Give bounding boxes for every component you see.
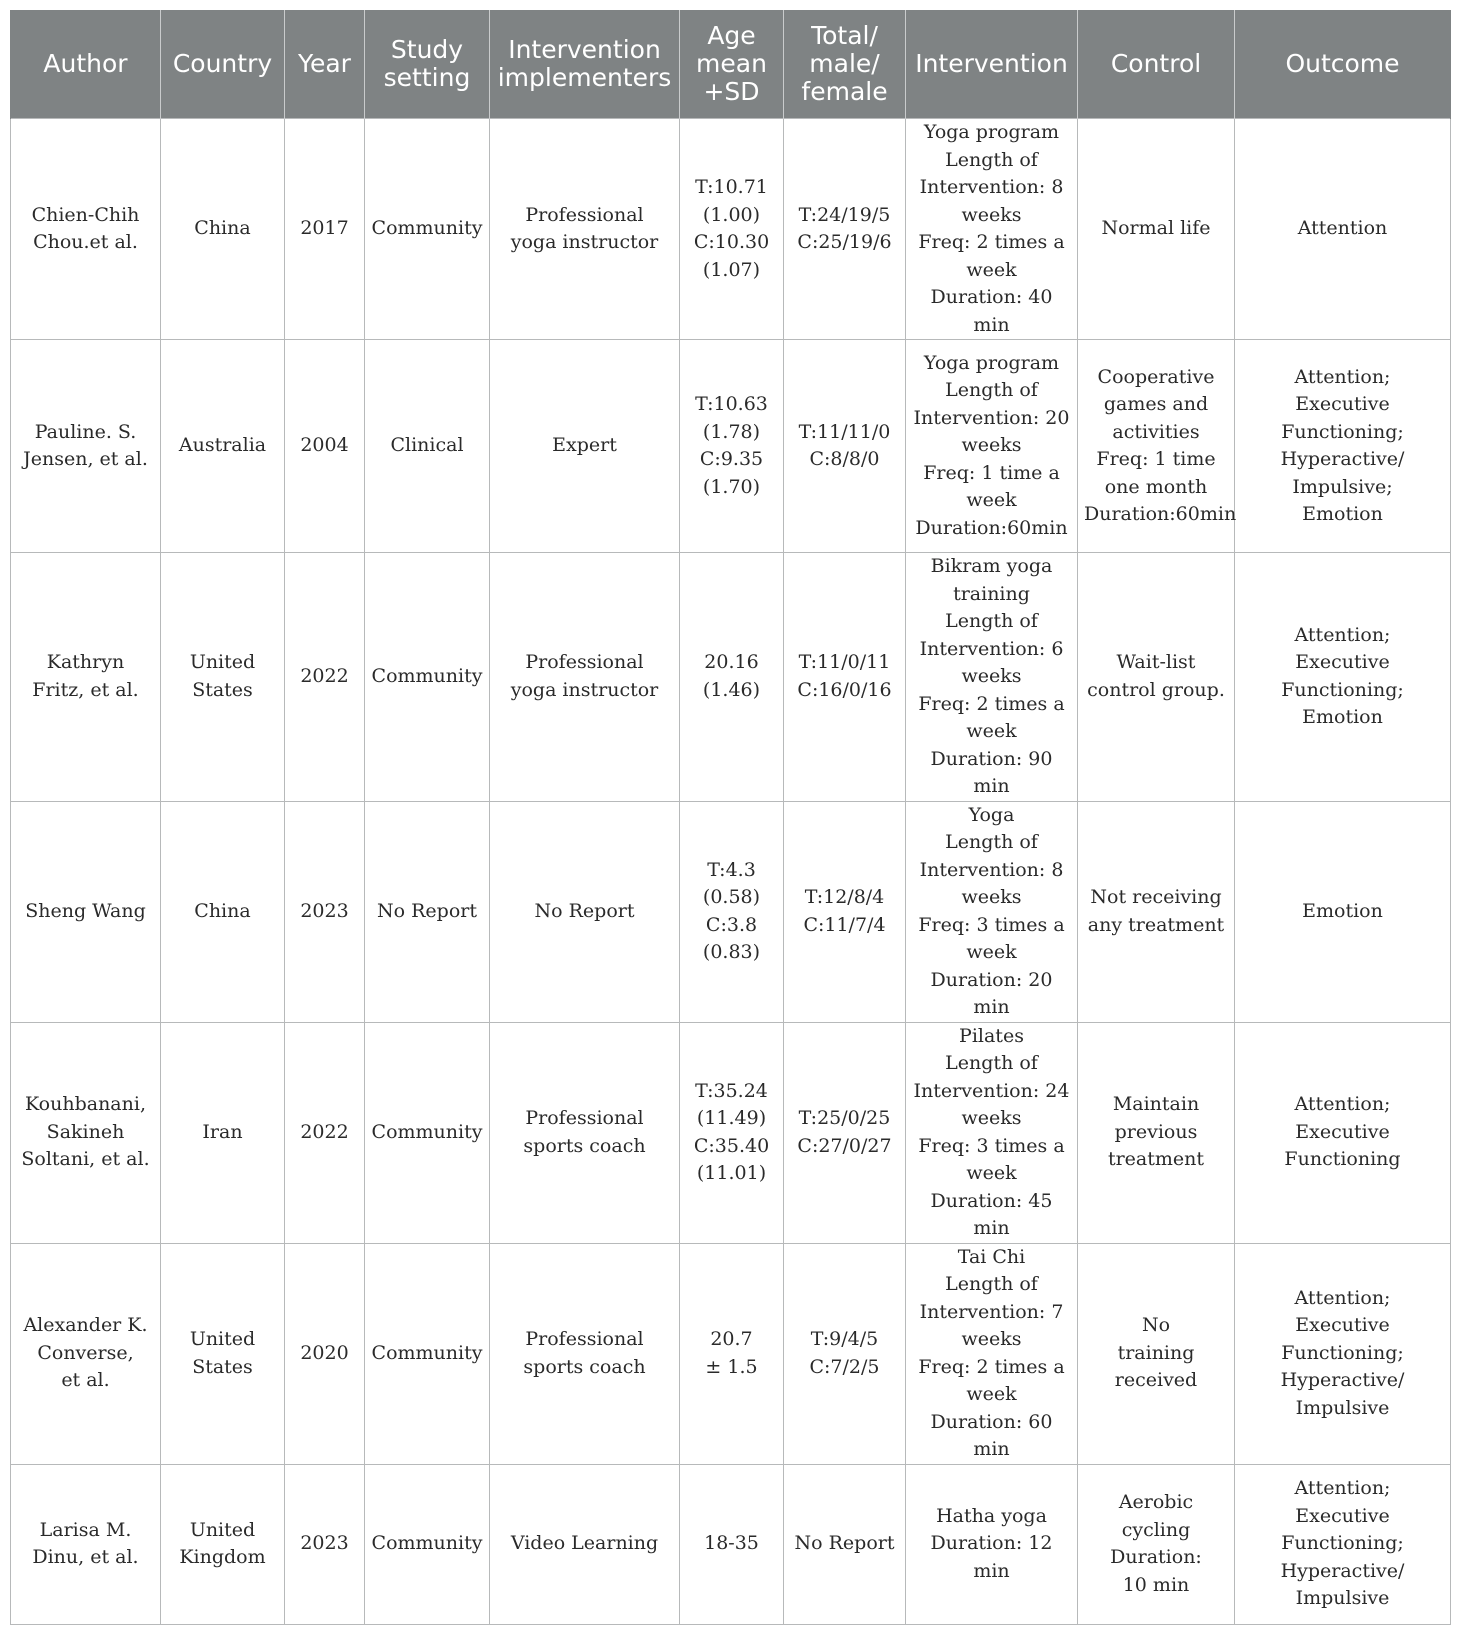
table-row [11,1022,1451,1243]
table-row [11,340,1451,553]
cell-year: 2022 [285,1022,365,1243]
cell-outcome: Emotion [1235,801,1451,1022]
cell-implementers: Professional sports coach [490,1022,680,1243]
cell-age: 20.16 (1.46) [680,553,784,802]
header-intervention-implementers: Intervention implementers [490,10,680,119]
cell-year: 2004 [285,340,365,553]
cell-intervention: Bikram yoga training Length of Intervention: 6 weeks Freq: 2 times a week Duration: 90 min [906,553,1078,802]
cell-age: T:35.24 (11.49) C:35.40 (11.01) [680,1022,784,1243]
cell-total: No Report [784,1464,906,1624]
cell-country: China [161,119,285,340]
header-control: Control [1078,10,1235,119]
cell-intervention: Yoga Length of Intervention: 8 weeks Freq: 3 times a week Duration: 20 min [906,801,1078,1022]
studies-table [10,10,1451,1625]
cell-setting: Community [365,553,490,802]
cell-total: T:11/11/0 C:8/8/0 [784,340,906,553]
cell-country: China [161,801,285,1022]
cell-author: Kouhbanani, Sakineh Soltani, et al. [11,1022,161,1243]
cell-implementers: Professional yoga instructor [490,119,680,340]
cell-country: United States [161,1243,285,1464]
cell-implementers: Professional sports coach [490,1243,680,1464]
cell-setting: Community [365,1464,490,1624]
cell-country: Australia [161,340,285,553]
table-row [11,553,1451,802]
cell-age: 18-35 [680,1464,784,1624]
cell-implementers: Video Learning [490,1464,680,1624]
cell-setting: No Report [365,801,490,1022]
cell-control: Cooperative games and activities Freq: 1 time one month Duration:60min [1078,340,1235,553]
cell-total: T:9/4/5 C:7/2/5 [784,1243,906,1464]
header-author: Author [11,10,161,119]
cell-implementers: Professional yoga instructor [490,553,680,802]
cell-intervention: Pilates Length of Intervention: 24 weeks Freq: 3 times a week Duration: 45 min [906,1022,1078,1243]
header-outcome: Outcome [1235,10,1451,119]
cell-setting: Clinical [365,340,490,553]
cell-setting: Community [365,1022,490,1243]
cell-implementers: No Report [490,801,680,1022]
cell-author: Kathryn Fritz, et al. [11,553,161,802]
table-row [11,1464,1451,1624]
cell-author: Sheng Wang [11,801,161,1022]
cell-control: Maintain previous treatment [1078,1022,1235,1243]
header-intervention: Intervention [906,10,1078,119]
cell-setting: Community [365,1243,490,1464]
cell-year: 2023 [285,801,365,1022]
table-row [11,1243,1451,1464]
studies-table-container [10,10,1450,1625]
cell-setting: Community [365,119,490,340]
cell-author: Chien-Chih Chou.et al. [11,119,161,340]
cell-author: Pauline. S. Jensen, et al. [11,340,161,553]
cell-country: United States [161,553,285,802]
cell-intervention: Yoga program Length of Intervention: 20 weeks Freq: 1 time a week Duration:60min [906,340,1078,553]
header-total-male-female: Total/ male/ female [784,10,906,119]
cell-country: Iran [161,1022,285,1243]
header-study-setting: Study setting [365,10,490,119]
cell-country: United Kingdom [161,1464,285,1624]
cell-control: Normal life [1078,119,1235,340]
cell-intervention: Yoga program Length of Intervention: 8 weeks Freq: 2 times a week Duration: 40 min [906,119,1078,340]
header-row [11,10,1451,119]
cell-outcome: Attention; Executive Functioning; Hyperactive/ Impulsive [1235,1243,1451,1464]
cell-implementers: Expert [490,340,680,553]
cell-outcome: Attention; Executive Functioning; Emotion [1235,553,1451,802]
cell-age: 20.7 ± 1.5 [680,1243,784,1464]
cell-control: Not receiving any treatment [1078,801,1235,1022]
cell-total: T:11/0/11 C:16/0/16 [784,553,906,802]
cell-intervention: Hatha yoga Duration: 12 min [906,1464,1078,1624]
cell-year: 2022 [285,553,365,802]
cell-control: Wait-list control group. [1078,553,1235,802]
cell-total: T:24/19/5 C:25/19/6 [784,119,906,340]
header-age: Age mean +SD [680,10,784,119]
cell-year: 2017 [285,119,365,340]
header-year: Year [285,10,365,119]
table-row [11,801,1451,1022]
cell-author: Alexander K. Converse, et al. [11,1243,161,1464]
cell-control: No training received [1078,1243,1235,1464]
cell-year: 2020 [285,1243,365,1464]
cell-outcome: Attention; Executive Functioning; Hyperactive/ Impulsive; Emotion [1235,340,1451,553]
cell-control: Aerobic cycling Duration: 10 min [1078,1464,1235,1624]
header-country: Country [161,10,285,119]
cell-total: T:25/0/25 C:27/0/27 [784,1022,906,1243]
cell-year: 2023 [285,1464,365,1624]
table-row [11,119,1451,340]
cell-intervention: Tai Chi Length of Intervention: 7 weeks Freq: 2 times a week Duration: 60 min [906,1243,1078,1464]
cell-outcome: Attention; Executive Functioning; Hyperactive/ Impulsive [1235,1464,1451,1624]
cell-author: Larisa M. Dinu, et al. [11,1464,161,1624]
cell-outcome: Attention [1235,119,1451,340]
cell-age: T:10.63 (1.78) C:9.35 (1.70) [680,340,784,553]
cell-outcome: Attention; Executive Functioning [1235,1022,1451,1243]
cell-age: T:10.71 (1.00) C:10.30 (1.07) [680,119,784,340]
cell-total: T:12/8/4 C:11/7/4 [784,801,906,1022]
cell-age: T:4.3 (0.58) C:3.8 (0.83) [680,801,784,1022]
